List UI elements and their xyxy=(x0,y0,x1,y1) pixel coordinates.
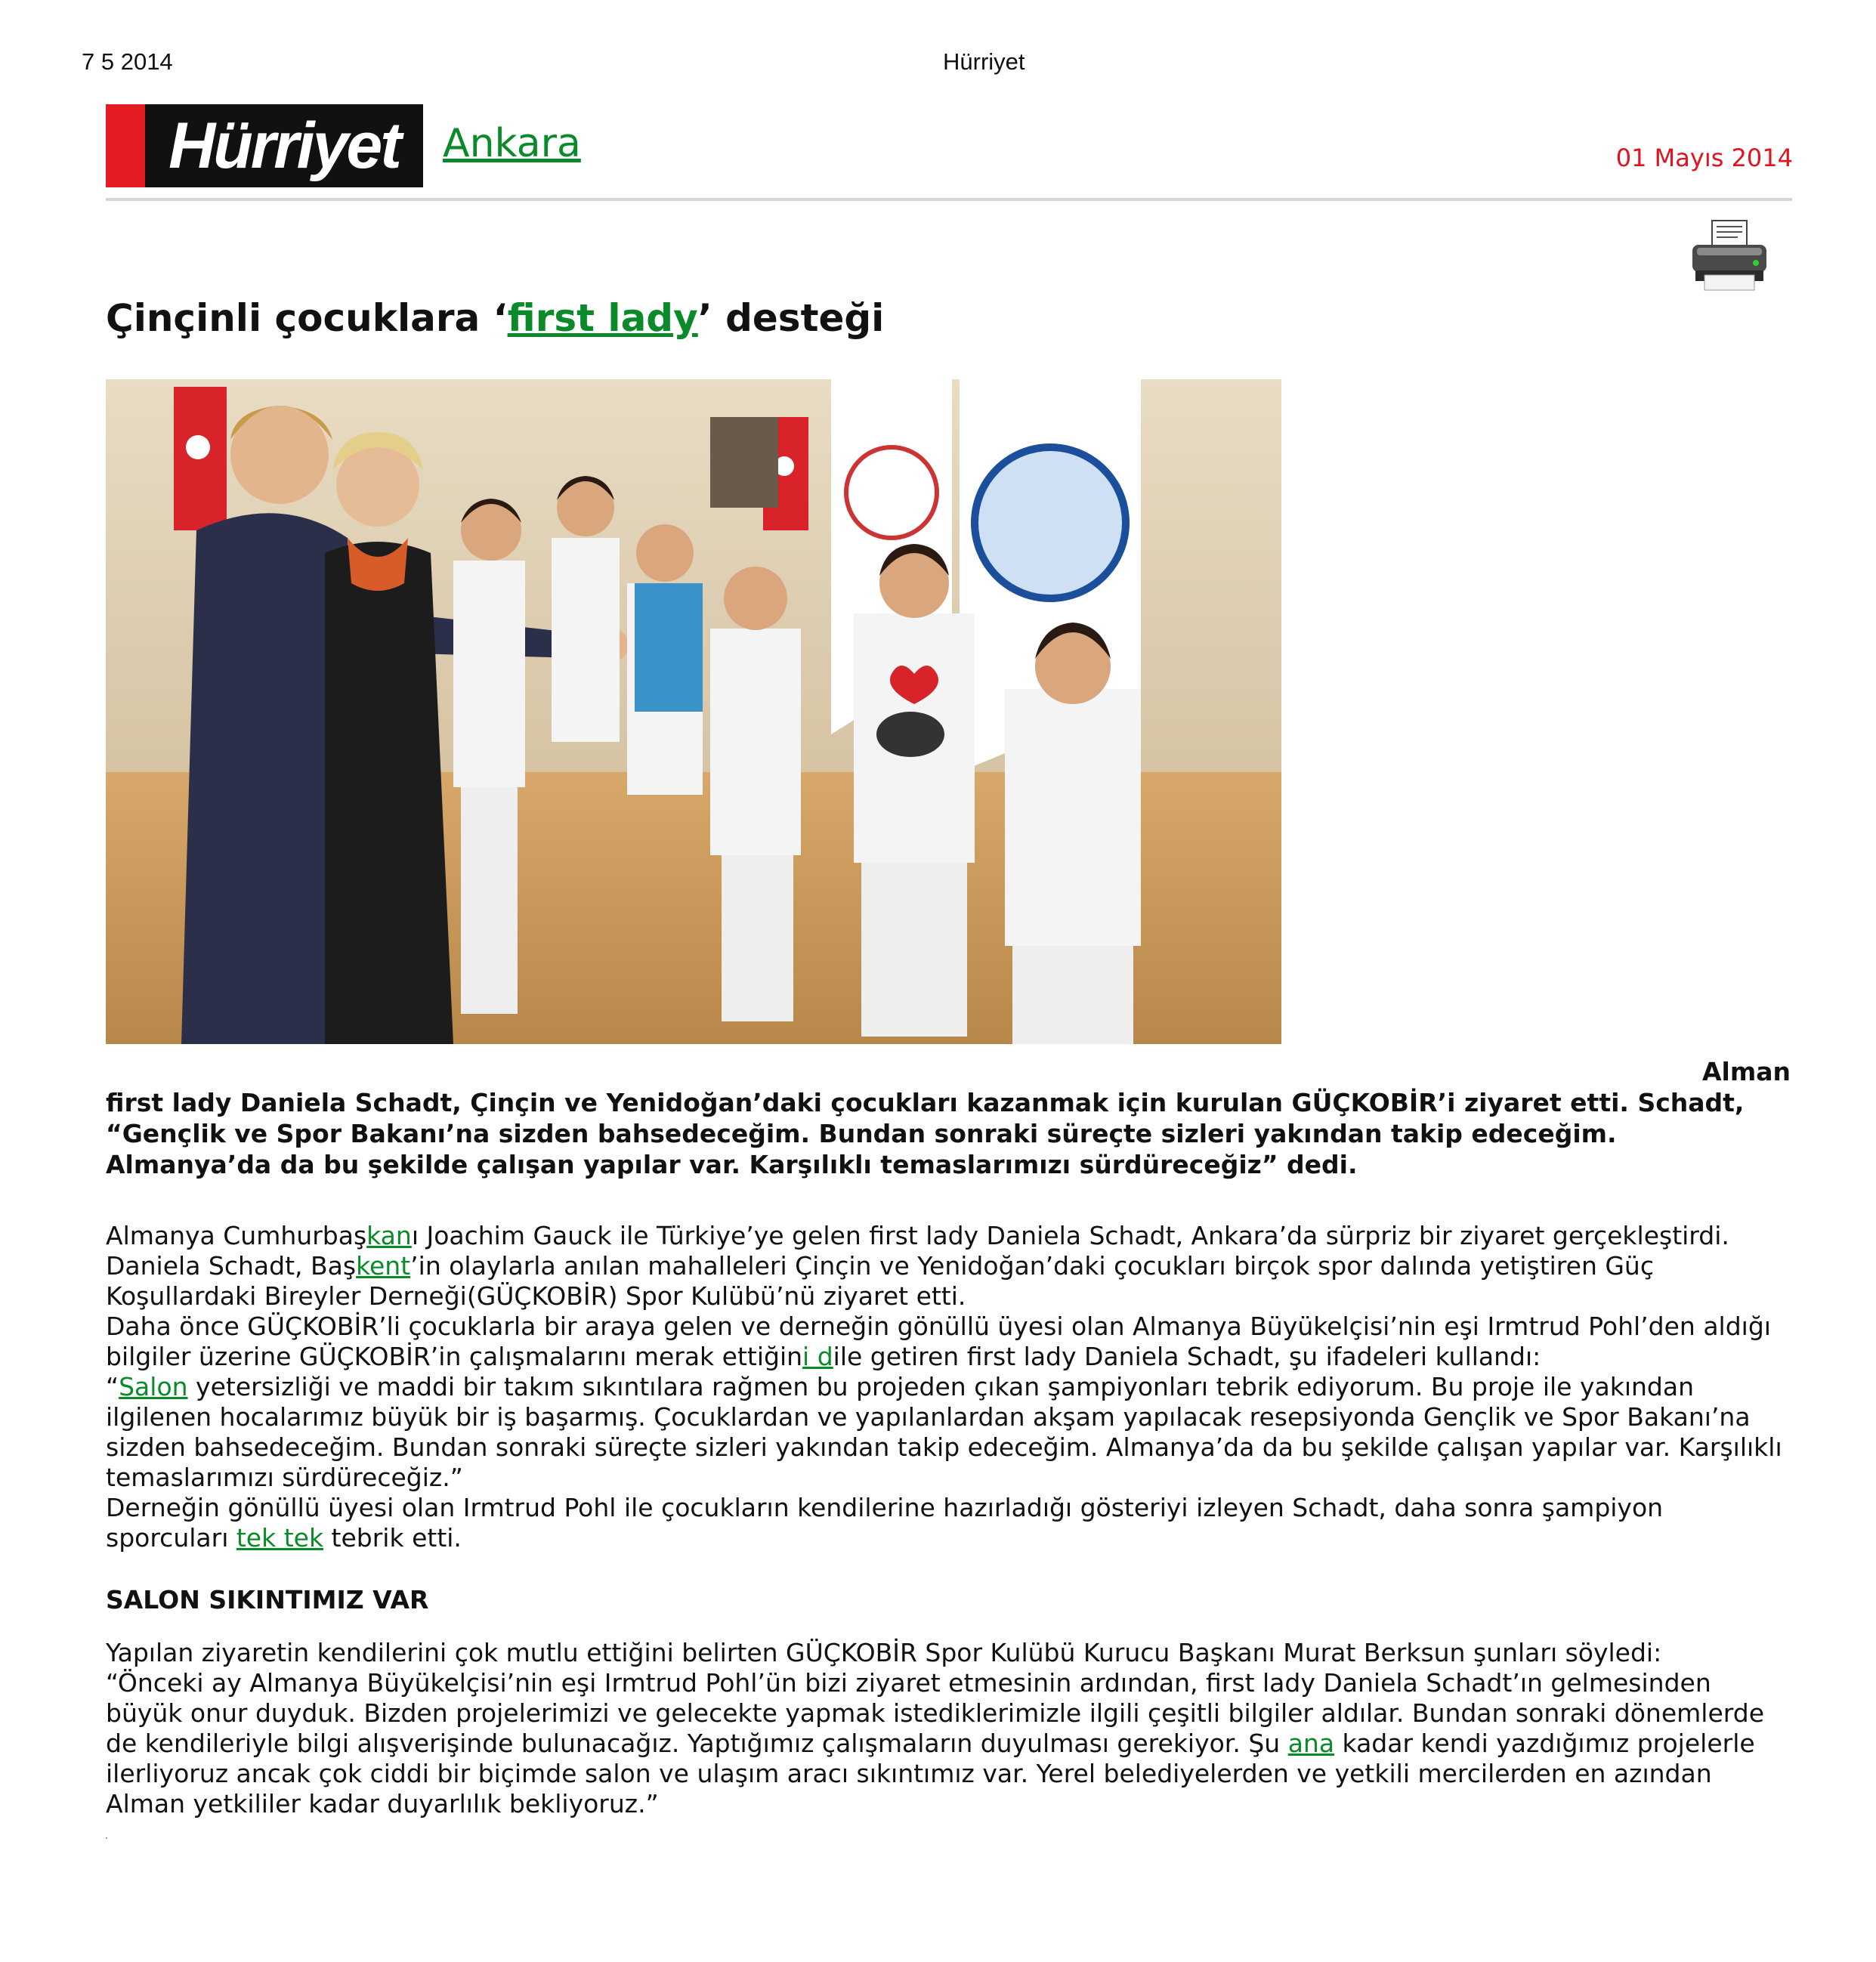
article-body-1 xyxy=(106,1221,1791,1553)
article-photo xyxy=(106,379,1281,1044)
p3-text-a: “ xyxy=(106,1372,119,1401)
article-lead xyxy=(106,1056,1791,1180)
headline-text-before: Çinçinli çocuklara ‘ xyxy=(106,296,508,340)
link-ana[interactable]: ana xyxy=(1287,1729,1335,1758)
p2-text-a: Daha önce GÜÇKOBİR’li çocuklarla bir araya gelen ve derneğin gönüllü üyesi olan Almanya Büyükelçisi’nin eşi Irmtrud Pohl’den aldığı bilgiler üzerine GÜÇKOBİR’in çalışmalarını merak ettiğin xyxy=(106,1312,1771,1371)
p4-text-a: Derneğin gönüllü üyesi olan Irmtrud Pohl ile çocukların kendilerine hazırladığı gösteriyi izleyen Schadt, daha sonra şampiyon sporcuları xyxy=(106,1493,1664,1553)
p1-text-c: ’in olaylarla anılan mahalleleri Çinçin ve Yenidoğan’daki çocukları birçok spor dalında yetiştiren Güç Koşullardaki Bireyler Derneği(GÜÇKOBİR) Spor Kulübü’nü ziyaret etti. xyxy=(106,1251,1654,1311)
article-headline xyxy=(106,296,884,340)
headline-link-first-lady[interactable]: first lady xyxy=(507,296,698,340)
p1-text-a: Almanya Cumhurbaş xyxy=(106,1221,367,1250)
paragraph-3 xyxy=(106,1372,1791,1493)
link-tek-tek[interactable]: tek tek xyxy=(236,1523,324,1553)
logo-red-bar xyxy=(106,104,145,187)
lead-first-line: Alman xyxy=(1702,1057,1791,1086)
paragraph-6 xyxy=(106,1668,1791,1819)
paragraph-2 xyxy=(106,1312,1791,1372)
p1-text-b: ı Joachim Gauck ile Türkiye’ye gelen first lady Daniela Schadt, Ankara’da sürpriz bir ziyaret gerçekleştirdi. Daniela Schadt, Baş xyxy=(106,1221,1729,1281)
paragraph-1 xyxy=(106,1221,1791,1312)
lead-text: first lady Daniela Schadt, Çinçin ve Yenidoğan’daki çocukları kazanmak için kurulan GÜÇKOBİR’i ziyaret etti. Schadt, “Gençlik ve Spor Bakanı’na sizden bahsedeceğim. Bundan sonraki süreçte sizleri yakından takip edeceğim. Almanya’da da bu şekilde çalışan yapılar var. Karşılıklı temaslarımızı sürdüreceğiz” dedi. xyxy=(106,1088,1745,1179)
printer-icon[interactable] xyxy=(1689,219,1769,292)
print-title: Hürriyet xyxy=(943,48,1025,75)
logo-text: Hürriyet xyxy=(168,109,400,182)
logo-block xyxy=(145,104,423,187)
p6-text-b: kadar kendi yazdığımız projelerle ilerliyoruz ancak çok ciddi bir biçimde salon ve ulaşım aracı sıkıntımız var. Yerel belediyelerden ve yetkili mercilerden en azından Alman yetkililer kadar duyarlılık bekliyoruz.” xyxy=(106,1729,1755,1818)
header-divider xyxy=(106,198,1792,201)
paragraph-4 xyxy=(106,1493,1791,1553)
paragraph-5: Yapılan ziyaretin kendilerini çok mutlu ettiğini belirten GÜÇKOBİR Spor Kulübü Kurucu Başkanı Murat Berksun şunları söyledi: xyxy=(106,1638,1662,1667)
footer-dot xyxy=(106,1837,107,1839)
section-subhead: SALON SIKINTIMIZ VAR xyxy=(106,1585,429,1614)
p3-text-b: yetersizliği ve maddi bir takım sıkıntılara rağmen bu projeden çıkan şampiyonları tebrik ediyorum. Bu proje ile yakından ilgilenen hocalarımız büyük bir iş başarmış. Çocuklardan ve yapılanlardan akşam yapılacak resepsiyonda Gençlik ve Spor Bakanı’na sizden bahsedeceğim. Bundan sonraki süreçte sizleri yakından takip edeceğim. Almanya’da da bu şekilde çalışan yapılar var. Karşılıklı temaslarımızı sürdüreceğiz.” xyxy=(106,1372,1782,1492)
link-i-d[interactable]: i d xyxy=(802,1342,833,1371)
link-kent[interactable]: kent xyxy=(356,1251,411,1281)
print-date: 7 5 2014 xyxy=(82,48,173,75)
link-kan[interactable]: kan xyxy=(366,1221,412,1250)
link-salon[interactable]: Salon xyxy=(119,1372,188,1401)
p4-text-b: tebrik etti. xyxy=(323,1523,462,1553)
article-body-2 xyxy=(106,1638,1791,1819)
issue-date: 01 Mayıs 2014 xyxy=(1615,144,1793,172)
hurriyet-logo[interactable] xyxy=(106,104,423,187)
section-link-ankara[interactable]: Ankara xyxy=(443,121,581,166)
p6-text-a: “Önceki ay Almanya Büyükelçisi’nin eşi Irmtrud Pohl’ün bizi ziyaret etmesinin ardından, first lady Daniela Schadt’ın gelmesinden büyük onur duyduk. Bizden projelerimizi ve gelecekte yapmak istediklerimizle ilgili çeşitli bilgiler aldılar. Bundan sonraki dönemlerde de kendileriyle bilgi alışverişinde bulunacağız. Yaptığımız çalışmaların duyulması gerekiyor. Şu xyxy=(106,1668,1764,1758)
p2-text-b: ile getiren first lady Daniela Schadt, şu ifadeleri kullandı: xyxy=(833,1342,1541,1371)
headline-text-after: ’ desteği xyxy=(697,296,885,340)
